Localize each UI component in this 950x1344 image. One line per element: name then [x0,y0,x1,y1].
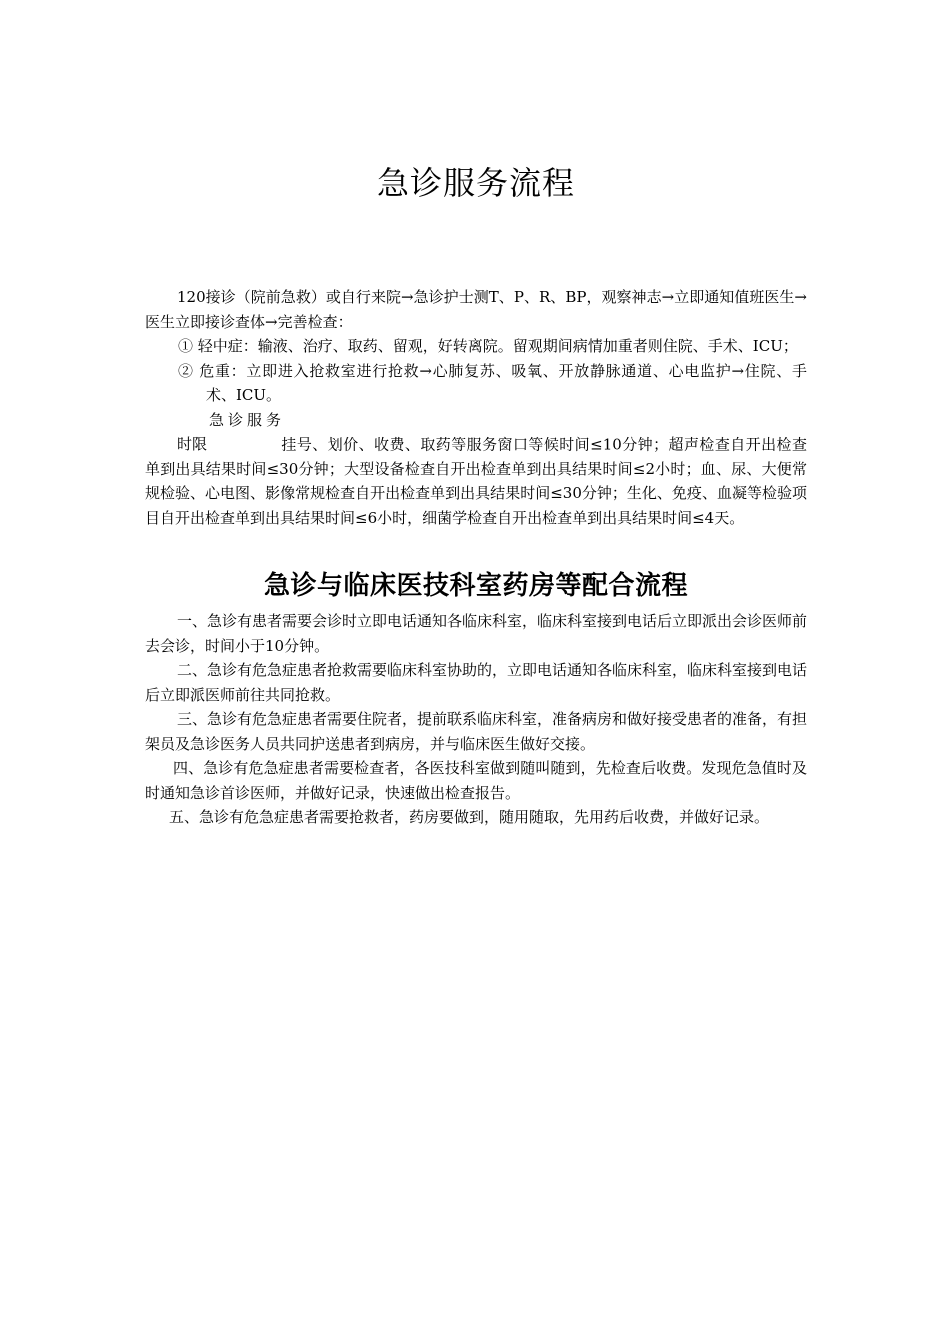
coordination-section [145,609,807,830]
emergency-process-section [145,285,807,530]
coordination-item-4: 四、急诊有危急症患者需要检查者，各医技科室做到随叫随到，先检查后收费。发现危急值时及时通知急诊首诊医师，并做好记录，快速做出检查报告。 [145,759,807,802]
item-marker-1: ① [178,337,194,355]
coordination-item-3: 三、急诊有危急症患者需要住院者，提前联系临床科室，准备病房和做好接受患者的准备，有担架员及急诊医务人员共同护送患者到病房，并与临床医生做好交接。 [145,710,808,753]
coordination-item-1: 一、急诊有患者需要会诊时立即电话通知各临床科室，临床科室接到电话后立即派出会诊医师前去会诊，时间小于10分钟。 [145,612,808,655]
mild-case-item [145,334,807,359]
critical-case-item [145,359,807,408]
coordination-item-5: 五、急诊有危急症患者需要抢救者，药房要做到，随用随取，先用药后收费，并做好记录。 [169,808,770,826]
process-intro-paragraph: 120接诊（院前急救）或自行来院→急诊护士测T、P、R、BP，观察神志→立即通知值班医生→医生立即接诊查体→完善检查： [145,288,807,331]
time-limit-label: 急诊服务时限 [177,410,281,453]
coordination-item-2: 二、急诊有危急症患者抢救需要临床科室协助的，立即电话通知各临床科室，临床科室接到电话后立即派医师前往共同抢救。 [145,661,808,704]
coordination-title: 急诊与临床医技科室药房等配合流程 [263,571,688,601]
document-title: 急诊服务流程 [376,164,575,202]
mild-case-text: 轻中症：输液、治疗、取药、留观，好转离院。留观期间病情加重者则住院、手术、ICU； [197,337,798,355]
time-limit-paragraph [145,408,807,531]
time-limit-text: 挂号、划价、收费、取药等服务窗口等候时间≤10分钟；超声检查自开出检查单到出具结果时间≤30分钟；大型设备检查自开出检查单到出具结果时间≤2小时；血、尿、大便常规检验、心电图、影像常规检查自开出检查单到出具结果时间≤30分钟；生化、免疫、血凝等检验项目自开出检查单到出具结果时间≤6小时，细菌学检查自开出检查单到出具结果时间≤4天。 [145,435,807,527]
item-marker-2: ② [178,361,194,380]
critical-case-text: 危重：立即进入抢救室进行抢救→心肺复苏、吸氧、开放静脉通道、心电监护→住院、手术、ICU。 [199,361,807,404]
